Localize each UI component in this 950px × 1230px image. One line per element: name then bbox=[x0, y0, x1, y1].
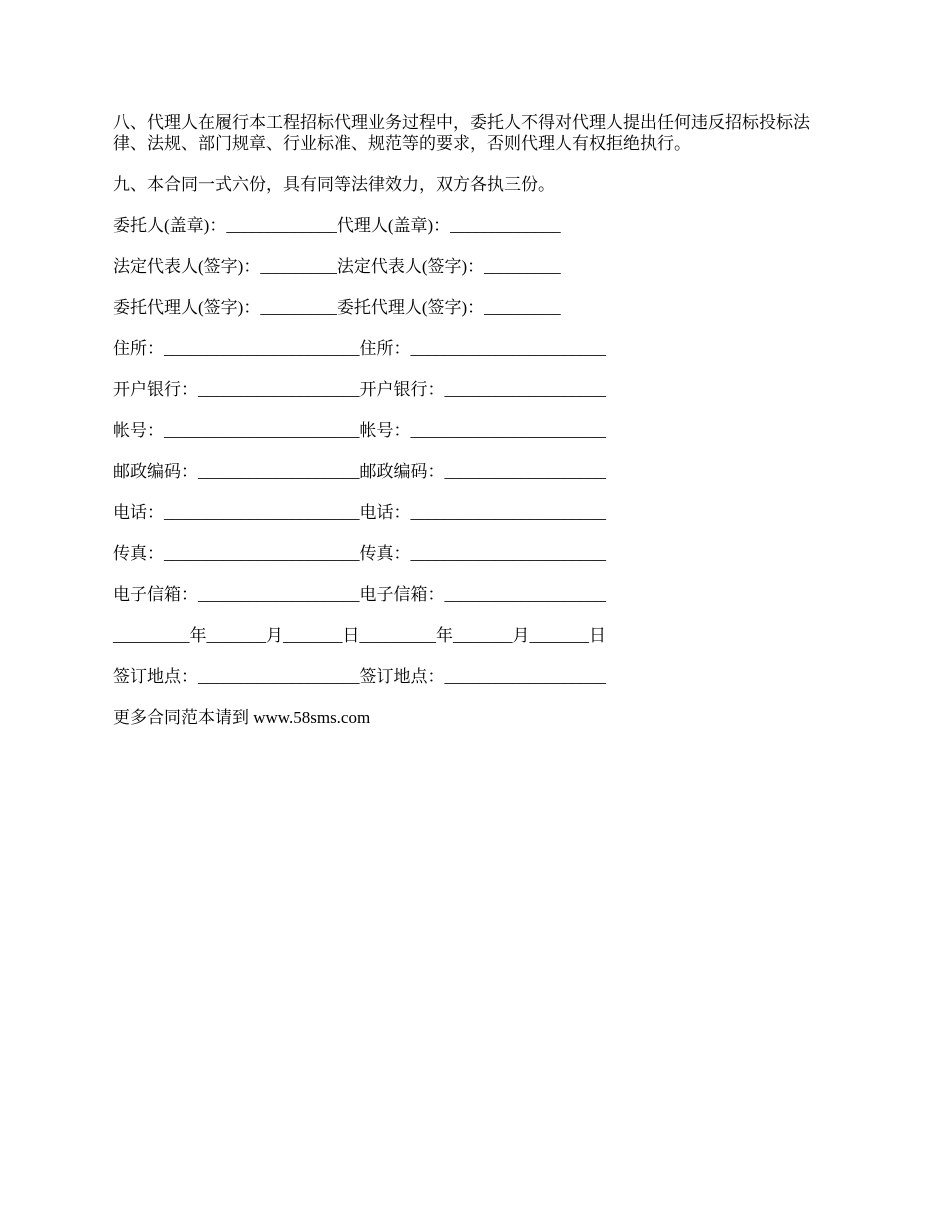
clause-9-paragraph: 九、本合同一式六份，具有同等法律效力，双方各执三份。 bbox=[113, 175, 555, 194]
legal-representative-line: 法定代表人(签字)：_________法定代表人(签字)：_________ bbox=[113, 257, 561, 276]
authorized-agent-line: 委托代理人(签字)：_________委托代理人(签字)：_________ bbox=[113, 298, 561, 317]
principal-seal-line: 委托人(盖章)：_____________代理人(盖章)：_____________ bbox=[113, 216, 561, 235]
address-line: 住所：_______________________住所：_______________________ bbox=[113, 339, 606, 358]
phone-line: 电话：_______________________电话：_______________________ bbox=[113, 503, 606, 522]
email-line: 电子信箱：___________________电子信箱：___________________ bbox=[113, 585, 606, 604]
date-line: _________年_______月_______日_________年_______月_______日 bbox=[113, 626, 606, 645]
account-number-line: 帐号：_______________________帐号：_______________________ bbox=[113, 421, 606, 440]
signing-place-line: 签订地点：___________________签订地点：___________________ bbox=[113, 667, 606, 686]
postal-code-line: 邮政编码：___________________邮政编码：___________________ bbox=[113, 462, 606, 481]
footer-note: 更多合同范本请到 www.58sms.com bbox=[113, 708, 371, 727]
contract-page bbox=[113, 112, 843, 748]
fax-line: 传真：_______________________传真：_______________________ bbox=[113, 544, 606, 563]
bank-line: 开户银行：___________________开户银行：___________________ bbox=[113, 380, 606, 399]
clause-8-paragraph: 八、代理人在履行本工程招标代理业务过程中，委托人不得对代理人提出任何违反招标投标法律、法规、部门规章、行业标准、规范等的要求，否则代理人有权拒绝执行。 bbox=[113, 113, 810, 153]
